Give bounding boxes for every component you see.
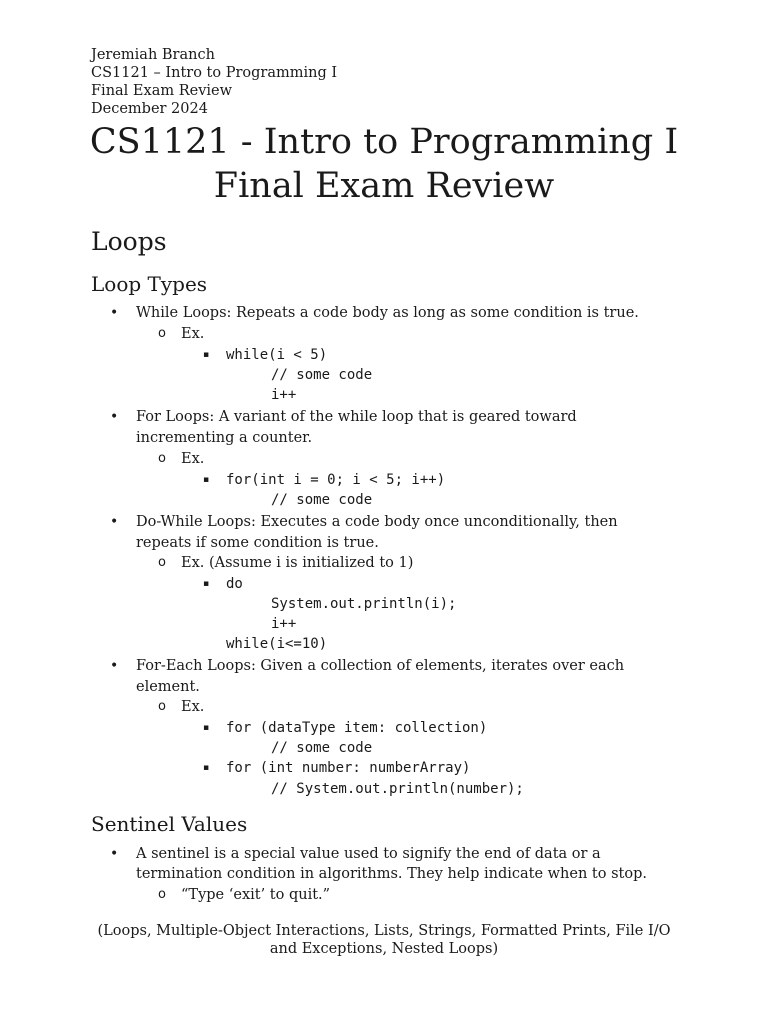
for-each-description-1: For-Each Loops: Given a collection of elements, iterates over each xyxy=(136,658,625,674)
sentinel-description-2: termination condition in algorithms. They help indicate when to stop. xyxy=(136,866,647,882)
code-line: System.out.println(i); xyxy=(271,596,457,612)
code-line: // System.out.println(number); xyxy=(271,781,524,797)
code-line: for (int number: numberArray) xyxy=(226,760,471,776)
for-example-label: Ex. xyxy=(181,451,205,467)
heading-loops: Loops xyxy=(91,227,167,256)
code-line: for(int i = 0; i < 5; i++) xyxy=(226,472,446,488)
square-bullet-icon: ▪ xyxy=(203,475,210,485)
page-title xyxy=(0,120,768,208)
for-each-description-2: element. xyxy=(136,679,200,695)
do-while-description-2: repeats if some condition is true. xyxy=(136,535,379,551)
bullet-icon: • xyxy=(110,409,119,425)
document-name: Final Exam Review xyxy=(91,83,233,99)
title-line-1: CS1121 - Intro to Programming I xyxy=(89,122,679,162)
code-line: for (dataType item: collection) xyxy=(226,720,488,736)
code-line: i++ xyxy=(271,616,297,632)
for-loop-description-1: For Loops: A variant of the while loop that is geared toward xyxy=(136,409,577,425)
code-line: while(i < 5) xyxy=(226,347,328,363)
heading-sentinel-values: Sentinel Values xyxy=(91,812,248,836)
do-while-example-label: Ex. (Assume i is initialized to 1) xyxy=(181,555,414,571)
code-line: while(i<=10) xyxy=(226,636,328,652)
footer-topics: (Loops, Multiple-Object Interactions, Lists, Strings, Formatted Prints, File I/O and Exceptions, Nested Loops) xyxy=(97,923,671,957)
square-bullet-icon: ▪ xyxy=(203,579,210,589)
square-bullet-icon: ▪ xyxy=(203,763,210,773)
code-line: i++ xyxy=(271,387,297,403)
sub-bullet-icon: o xyxy=(158,451,166,466)
square-bullet-icon: ▪ xyxy=(203,723,210,733)
for-loop-description-2: incrementing a counter. xyxy=(136,430,313,446)
heading-loop-types: Loop Types xyxy=(91,272,208,296)
code-line: // some code xyxy=(271,492,373,508)
document-header xyxy=(91,46,337,118)
sub-bullet-icon: o xyxy=(158,699,166,714)
sentinel-example: “Type ‘exit’ to quit.” xyxy=(181,887,331,903)
for-each-example-label: Ex. xyxy=(181,699,205,715)
sub-bullet-icon: o xyxy=(158,326,166,341)
do-while-description-1: Do-While Loops: Executes a code body once unconditionally, then xyxy=(136,514,618,530)
author-name: Jeremiah Branch xyxy=(91,47,215,63)
code-line: // some code xyxy=(271,740,373,756)
sentinel-description-1: A sentinel is a special value used to signify the end of data or a xyxy=(136,846,601,862)
title-line-2: Final Exam Review xyxy=(213,166,555,206)
bullet-icon: • xyxy=(110,514,119,530)
bullet-icon: • xyxy=(110,305,119,321)
sub-bullet-icon: o xyxy=(158,555,166,570)
course-name: CS1121 – Intro to Programming I xyxy=(91,65,338,81)
square-bullet-icon: ▪ xyxy=(203,350,210,360)
document-date: December 2024 xyxy=(91,101,208,117)
bullet-icon: • xyxy=(110,658,119,674)
code-line: do xyxy=(226,576,243,592)
code-line: // some code xyxy=(271,367,373,383)
sub-bullet-icon: o xyxy=(158,887,166,902)
while-example-label: Ex. xyxy=(181,326,205,342)
while-loop-description: While Loops: Repeats a code body as long as some condition is true. xyxy=(136,305,639,321)
bullet-icon: • xyxy=(110,846,119,862)
